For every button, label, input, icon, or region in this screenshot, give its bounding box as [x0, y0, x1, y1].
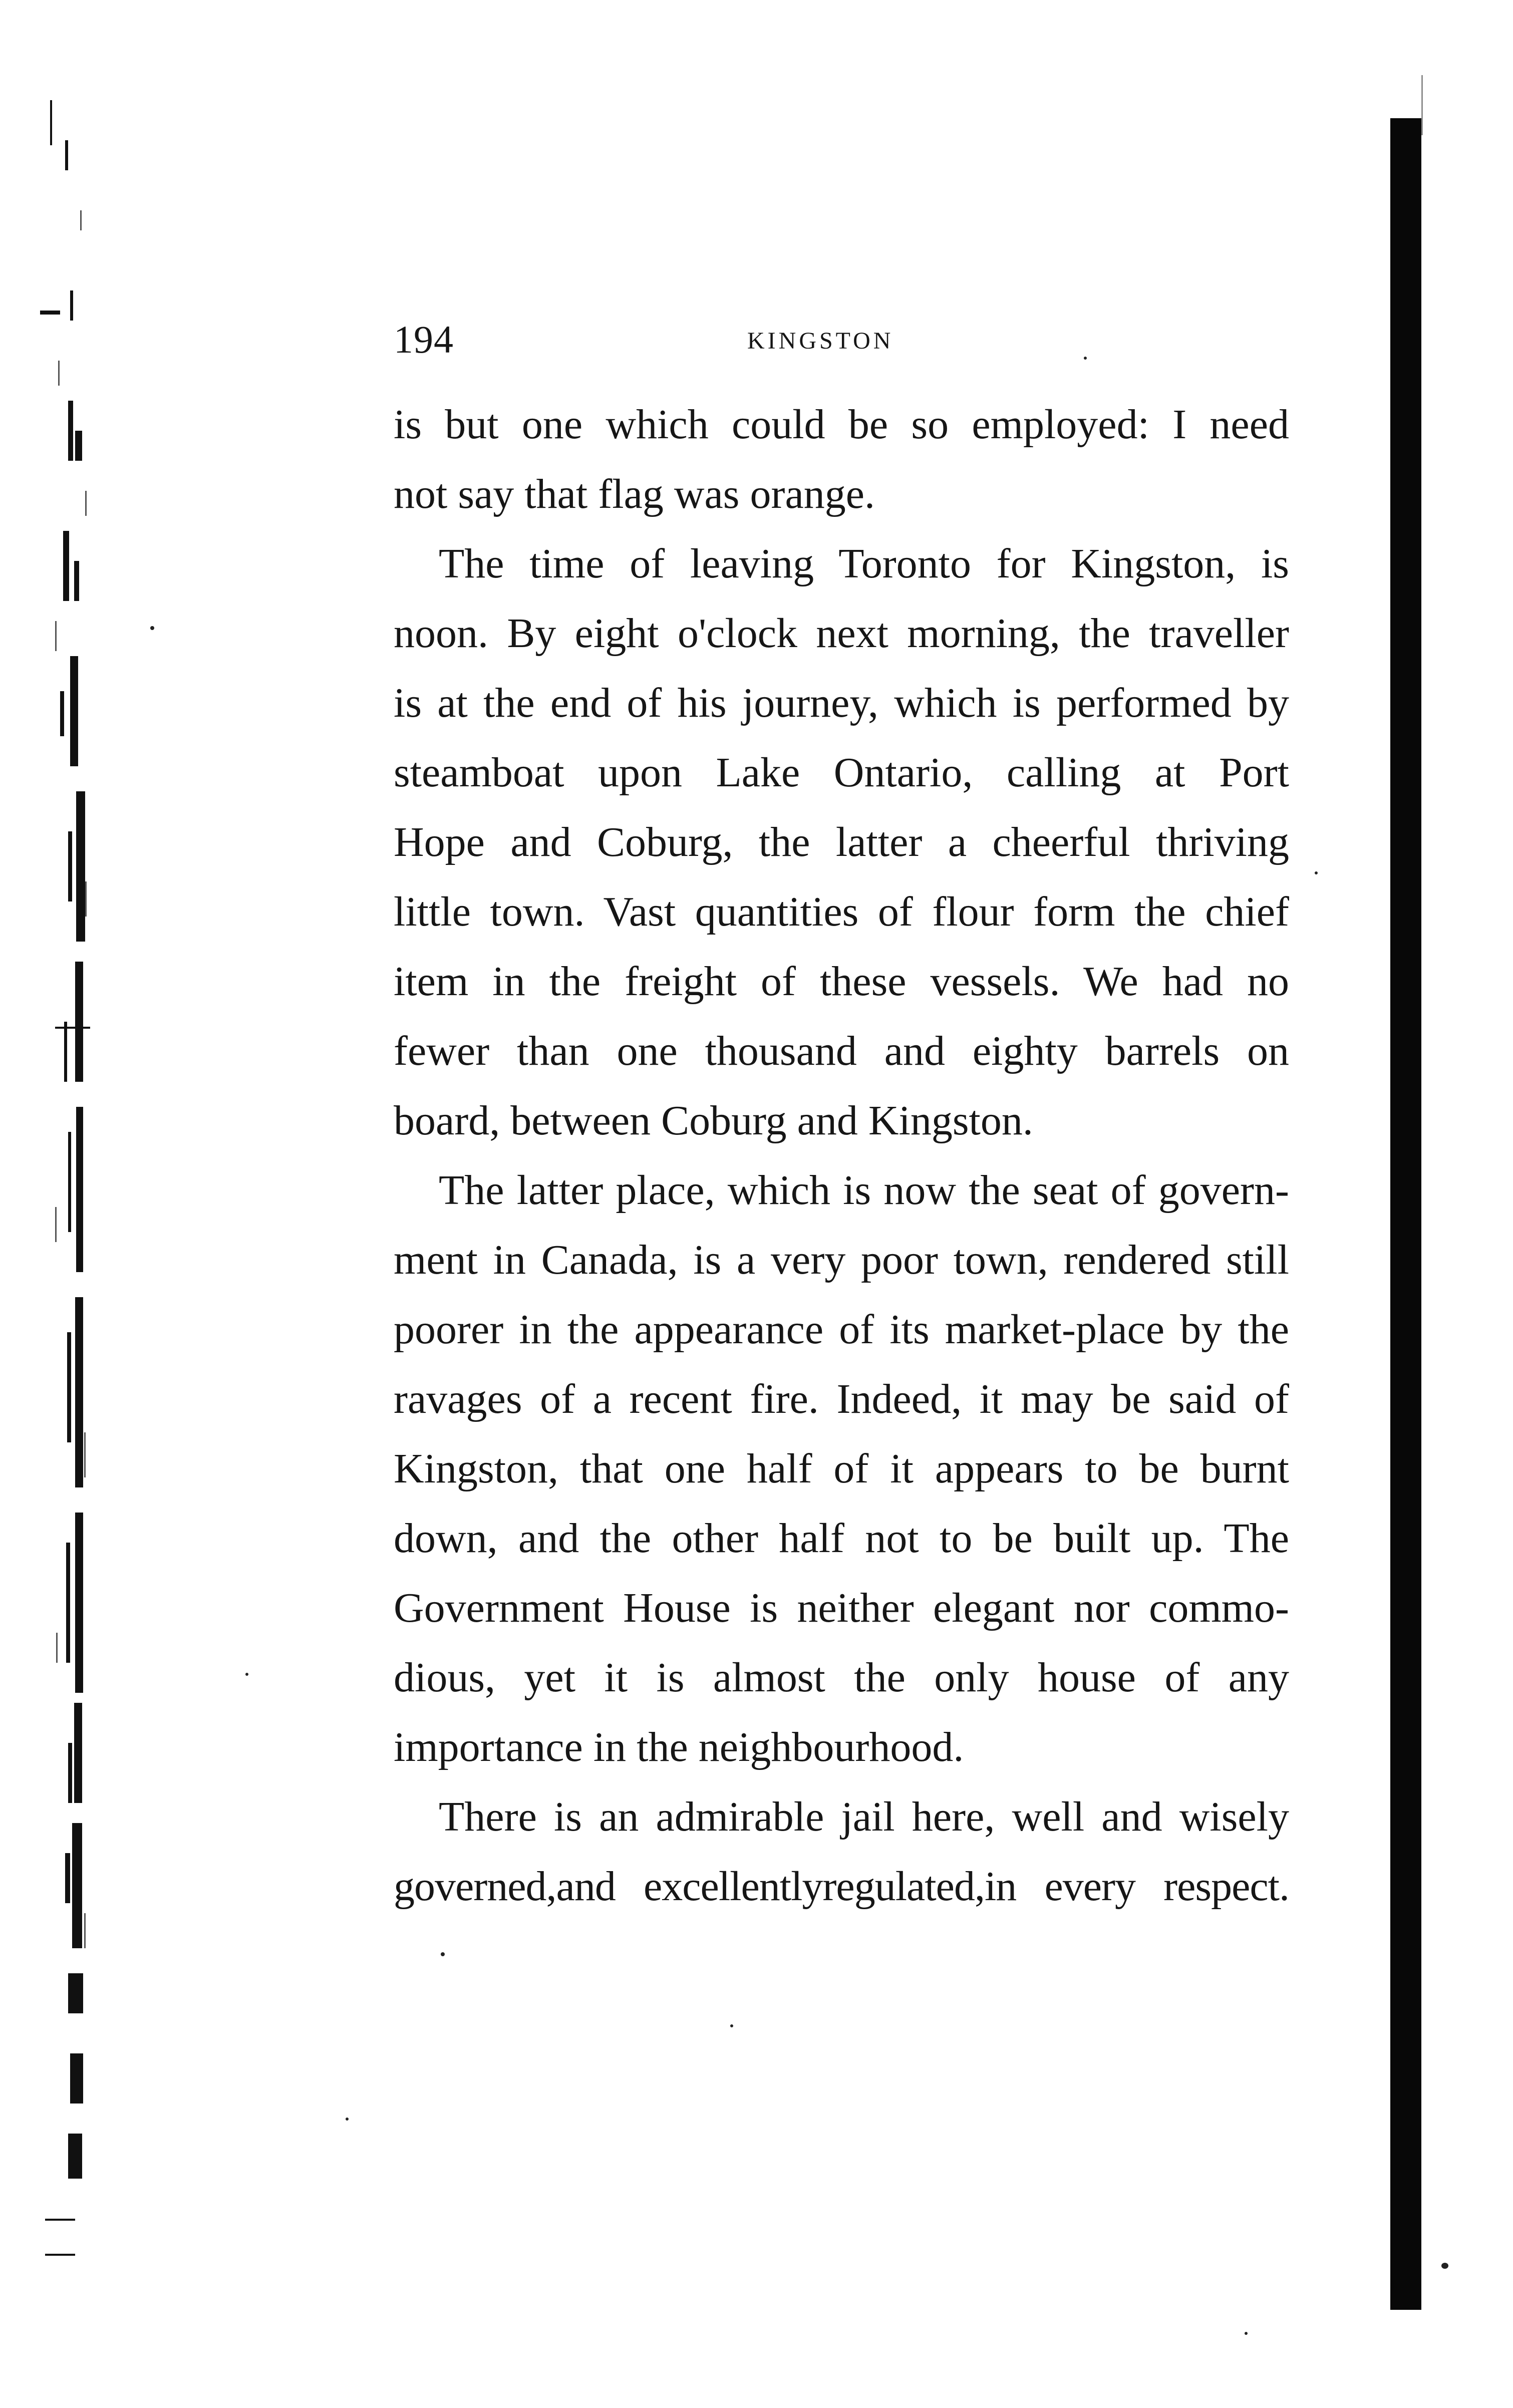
body-text	[394, 390, 1289, 1921]
text-line: is at the end of his journey, which is performed by	[394, 680, 1289, 726]
text-line: not say that flag was orange.	[394, 471, 875, 517]
page-header	[394, 315, 1295, 370]
page-edge-mark	[1421, 75, 1428, 135]
scan-speck	[346, 2118, 349, 2121]
text-line: The time of leaving Toronto for Kingston, is	[439, 540, 1289, 587]
text-line: Government House is neither elegant nor commo-	[394, 1585, 1289, 1631]
scan-gutter-artifacts	[20, 80, 95, 2284]
text-line: Hope and Coburg, the latter a cheerful thriving	[394, 819, 1289, 865]
text-line: Kingston, that one half of it appears to be burnt	[394, 1445, 1289, 1492]
text-line: board, between Coburg and Kingston.	[394, 1097, 1033, 1144]
text-line: poorer in the appearance of its market-place by the	[394, 1306, 1289, 1353]
text-line: dious, yet it is almost the only house of any	[394, 1654, 1289, 1701]
text-line: governed,and excellentlyregulated,in every respect.	[394, 1863, 1289, 1910]
text-line: There is an admirable jail here, well and wisely	[439, 1793, 1289, 1840]
text-line: The latter place, which is now the seat of govern-	[439, 1167, 1289, 1214]
text-line: steamboat upon Lake Ontario, calling at Port	[394, 749, 1289, 796]
scan-speck	[1245, 2332, 1248, 2335]
text-line: ravages of a recent fire. Indeed, it may be said of	[394, 1376, 1289, 1422]
scan-speck	[150, 626, 154, 630]
scan-speck	[441, 1952, 445, 1956]
page-number: 194	[394, 318, 454, 361]
text-line: importance in the neighbourhood.	[394, 1724, 964, 1770]
scan-speck	[1441, 2263, 1448, 2269]
text-line: little town. Vast quantities of flour form the chief	[394, 888, 1289, 935]
text-line: fewer than one thousand and eighty barrels on	[394, 1028, 1289, 1074]
text-line: item in the freight of these vessels. We had no	[394, 958, 1289, 1005]
text-line: noon. By eight o'clock next morning, the traveller	[394, 610, 1289, 657]
text-line: down, and the other half not to be built up. The	[394, 1515, 1289, 1562]
scan-speck	[245, 1673, 248, 1676]
running-head: KINGSTON	[747, 328, 894, 354]
scan-speck	[1315, 871, 1318, 874]
scan-speck	[730, 2024, 733, 2027]
text-line: ment in Canada, is a very poor town, rendered still	[394, 1237, 1289, 1283]
binding-shadow-bar	[1390, 118, 1421, 2310]
text-line: is but one which could be so employed: I need	[394, 401, 1289, 448]
